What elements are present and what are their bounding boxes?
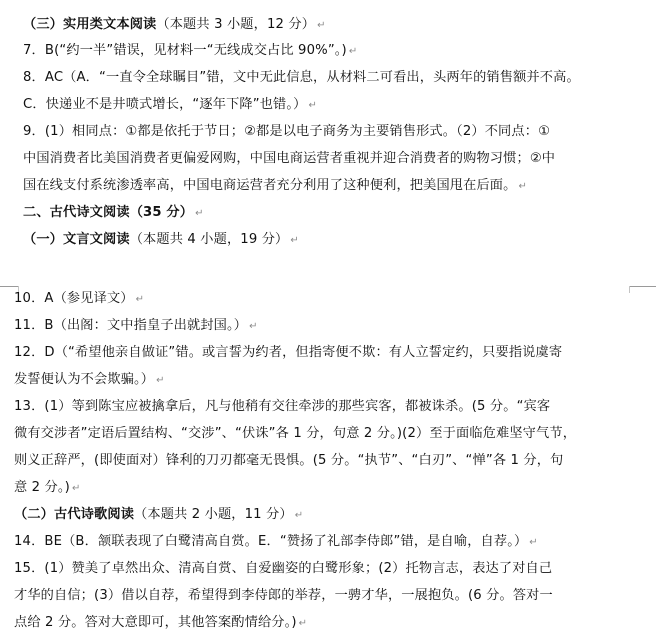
answer-line xyxy=(14,371,165,390)
page-corner-tick-right xyxy=(629,286,630,293)
heading-note: （本题共 2 小题，11 分） xyxy=(134,507,293,522)
answer-line xyxy=(23,69,580,87)
answer-line xyxy=(23,123,550,141)
paragraph-mark-icon: ↵ xyxy=(71,483,81,494)
answer-line xyxy=(14,344,562,362)
answer-line xyxy=(23,177,527,196)
answer-line xyxy=(14,398,550,416)
answer-text: 9．(1）相同点：①都是依托于节日；②都是以电子商务为主要销售形式。（2）不同点：① xyxy=(23,124,551,139)
heading-label: 二、古代诗文阅读（35 分） xyxy=(23,205,194,220)
heading-note: （本题共 4 小题，19 分） xyxy=(129,232,289,247)
page-corner-mark-left xyxy=(0,286,18,287)
paragraph-mark-icon: ↵ xyxy=(156,375,165,386)
section-heading-classical-poetry-prose xyxy=(23,204,204,223)
paragraph-mark-icon: ↵ xyxy=(249,321,258,332)
paragraph-mark-icon: ↵ xyxy=(308,100,318,111)
answer-text: 13．(1）等到陈宝应被擒拿后，凡与他稍有交往牵涉的那些宾客，都被诛杀。(5 分。“宾客 xyxy=(14,399,551,414)
answer-text: 发誓便认为不会欺骗。） xyxy=(14,372,155,387)
paragraph-mark-icon: ↵ xyxy=(348,46,358,57)
paragraph-mark-icon: ↵ xyxy=(195,208,204,219)
answer-line xyxy=(23,150,555,168)
answer-text: 中国消费者比美国消费者更偏爱网购，中国电商运营者重视并迎合消费者的购物习惯；②中 xyxy=(23,151,556,166)
page-corner-mark-right xyxy=(630,286,656,287)
answer-text: 14．BE（B．颔联表现了白鹭清高自赏。E．“赞扬了礼部李侍郎”错，是自喻，自荐。） xyxy=(14,534,528,549)
answer-line xyxy=(23,96,317,115)
heading-label: （一）文言文阅读 xyxy=(23,232,130,247)
answer-text: 国在线支付系统渗透率高，中国电商运营者充分利用了这种便利，把美国甩在后面。 xyxy=(23,178,517,193)
answer-line xyxy=(14,560,552,578)
answer-line xyxy=(14,425,576,443)
answer-text: 意 2 分。) xyxy=(14,480,70,495)
section-heading-practical-text xyxy=(23,16,326,35)
paragraph-mark-icon: ↵ xyxy=(290,235,299,246)
paragraph-mark-icon: ↵ xyxy=(518,181,528,192)
heading-label: （三）实用类文本阅读 xyxy=(23,17,157,32)
answer-text: 12．D（“希望他亲自做证”错。或言誓为约者，但指寄便不欺：有人立誓定约，只要指说虞寄 xyxy=(14,345,563,360)
heading-label: （二）古代诗歌阅读 xyxy=(14,507,135,522)
answer-text: 微有交涉者”定语后置结构、“交涉”、“伏诛”各 1 分，句意 2 分。)(2）至于面临危难坚守气节， xyxy=(14,426,577,441)
answer-line xyxy=(14,479,80,498)
answer-line xyxy=(14,614,307,633)
paragraph-mark-icon: ↵ xyxy=(135,294,145,305)
section-heading-classical-prose xyxy=(23,231,299,250)
answer-line xyxy=(14,533,538,552)
paragraph-mark-icon: ↵ xyxy=(529,537,538,548)
answer-text: C．快递业不是井喷式增长，“逐年下降”也错。） xyxy=(23,97,307,112)
answer-line xyxy=(14,317,258,336)
answer-text: 11．B（出阁：文中指皇子出就封国。） xyxy=(14,318,248,333)
answer-text: 10．A（参见译文） xyxy=(14,291,134,306)
page-break xyxy=(0,286,656,287)
answer-text: 点给 2 分。答对大意即可，其他答案酌情给分。) xyxy=(14,615,297,630)
answer-line xyxy=(23,42,357,61)
answer-line xyxy=(14,290,144,309)
answer-line xyxy=(14,587,553,605)
section-heading-classical-poetry xyxy=(14,506,303,525)
answer-text: 15．(1）赞美了卓然出众、清高自赏、自爱幽姿的白鹭形象；(2）托物言志，表达了对自己 xyxy=(14,561,553,576)
paragraph-mark-icon: ↵ xyxy=(317,20,326,31)
answer-text: 则义正辞严，(即使面对）锋利的刀刃都毫无畏惧。(5 分。“执节”、“白刃”、“惮”各 1 分，句 xyxy=(14,453,564,468)
paragraph-mark-icon: ↵ xyxy=(298,618,308,629)
paragraph-mark-icon: ↵ xyxy=(294,510,304,521)
answer-text: 8．AC（A．“一直令全球瞩目”错，文中无此信息，从材料二可看出，头两年的销售额并不高。 xyxy=(23,70,580,85)
answer-line xyxy=(14,452,563,470)
heading-note: （本题共 3 小题，12 分） xyxy=(156,17,316,32)
answer-text: 7．B(“约一半”错误，见材料一“无线成交占比 90%”。) xyxy=(23,43,347,58)
answer-text: 才华的自信；(3）借以自荐，希望得到李侍郎的举荐，一骋才华，一展抱负。(6 分。答对一 xyxy=(14,588,553,603)
